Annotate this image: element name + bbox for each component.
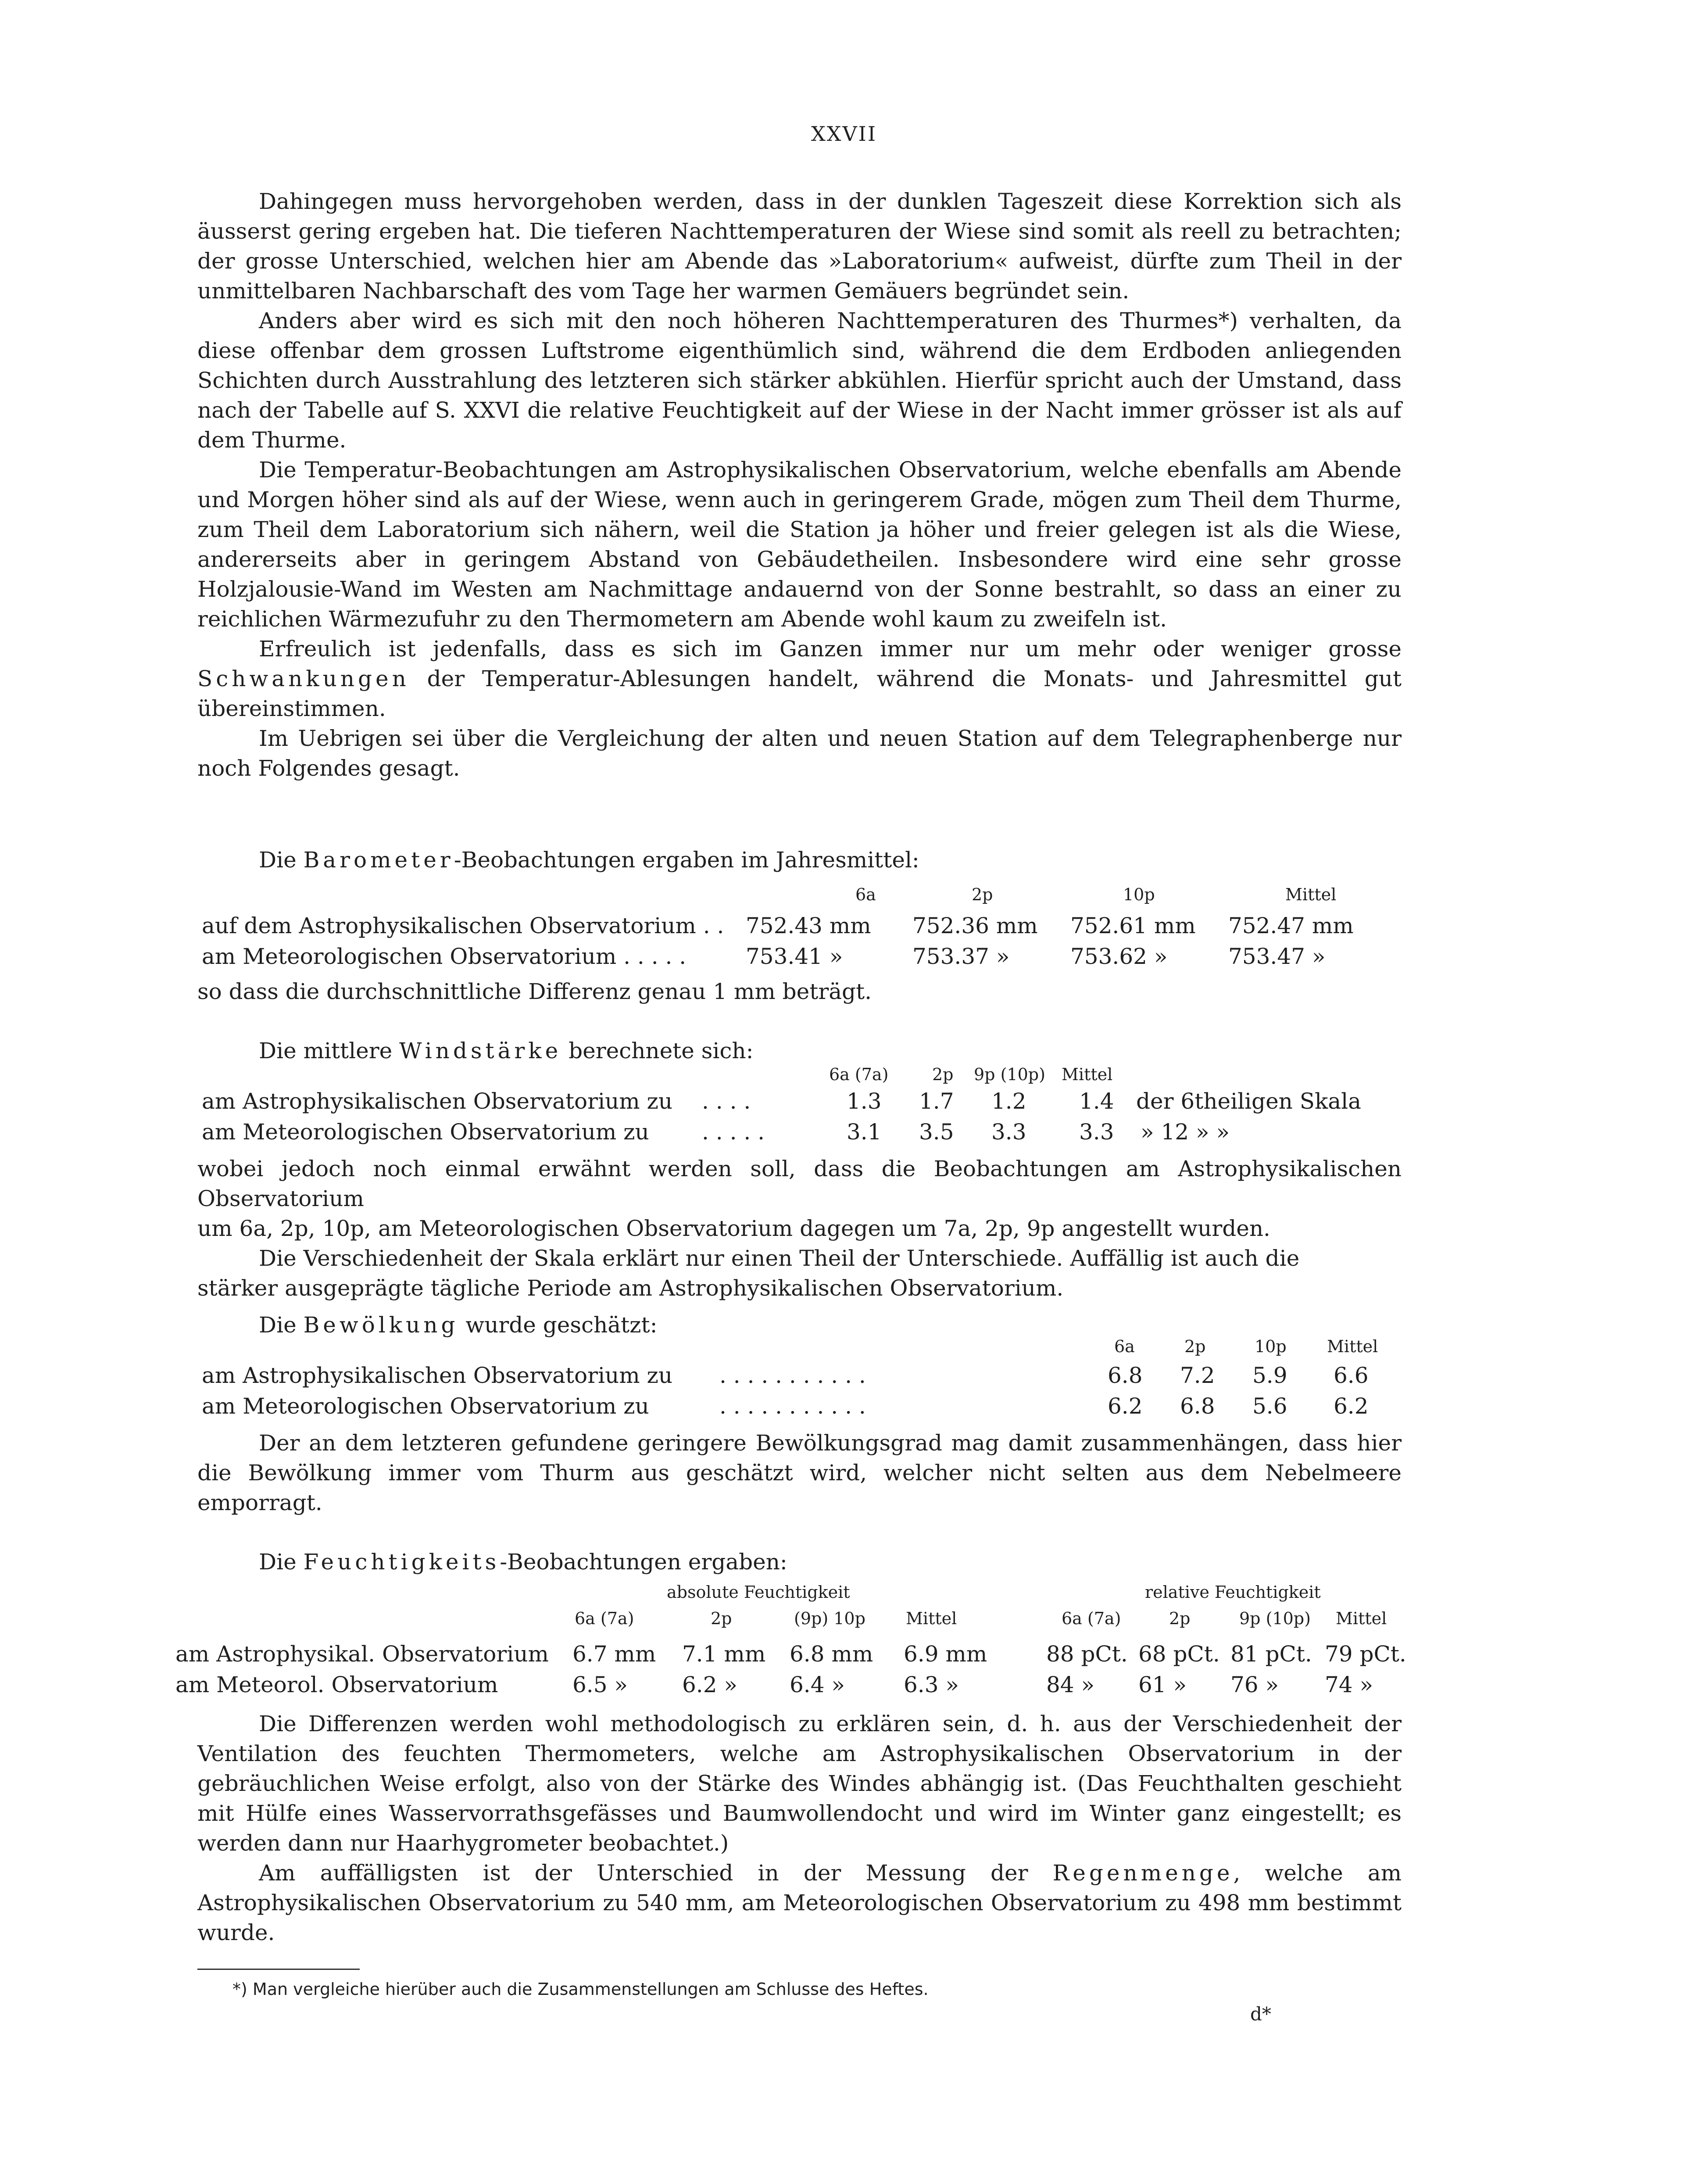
table-cell: 79 pCt.	[1325, 1641, 1406, 1667]
header-cell: 6a	[1114, 1337, 1135, 1356]
table-cell: 6.8	[1108, 1363, 1143, 1388]
paragraph-2: Anders aber wird es sich mit den noch höheren Nachttemperaturen des Thurmes*) verhalten, da diese offenbar dem grossen Luftstrome eigenthümlich sind, während die dem Erdboden anliegenden Schichten durch Ausstrahlung des letzteren sich stärker abkühlen. Hierfür spricht auch der Umstand, dass nach der Tabelle auf S. XXVI die relative Feuchtigkeit auf der Wiese in der Nacht immer grösser ist als auf dem Thurme.	[197, 308, 1402, 453]
header-cell: 6a (7a)	[1062, 1609, 1121, 1628]
header-cell: Mittel	[1327, 1337, 1378, 1356]
table-cell: 6.2 »	[682, 1672, 738, 1697]
paragraph-closing-1: Die Differenzen werden wohl methodologisch zu erklären sein, d. h. aus der Verschiedenheit der Ventilation des feuchten Thermometers, welche am Astrophysikalischen Observatorium in der gebräuchlichen Weise erfolgt, also von der Stärke des Windes abhängig ist. (Das Feuchthalten geschieht mit Hülfe eines Wasservorrathsgefässes und Baumwollendocht und wird im Winter ganz eingestellt; es werden dann nur Haarhygrometer beobachtet.)	[197, 1711, 1402, 1856]
paragraph-4: Erfreulich ist jedenfalls, dass es sich im Ganzen immer nur um mehr oder weniger grosse Schwankungen der Temperatur-Ablesungen handelt, während die Monats- und Jahresmittel gut übereinstimmen.	[197, 636, 1402, 721]
table-cell: 5.6	[1252, 1393, 1287, 1419]
table-cell: 753.37 »	[912, 944, 1010, 969]
signature-mark: d*	[1250, 2003, 1271, 2025]
header-cell: (9p) 10p	[794, 1609, 865, 1628]
table-cell: 752.36 mm	[912, 913, 1038, 938]
table-cell: 6.8 mm	[790, 1641, 873, 1667]
table-cell: 7.1 mm	[682, 1641, 766, 1667]
table-cell: 752.61 mm	[1070, 913, 1196, 938]
table-cell: 3.5	[919, 1119, 954, 1145]
header-cell: 2p	[972, 885, 993, 904]
table-row-label: am Astrophysikal. Observatorium	[175, 1641, 549, 1667]
header-cell: 9p (10p)	[1239, 1609, 1311, 1628]
header-cell: Mittel	[1336, 1609, 1387, 1628]
table-cell: 3.3	[1079, 1119, 1114, 1145]
table-cell: 6.6	[1334, 1363, 1369, 1388]
table-row-label: am Meteorologischen Observatorium zu	[202, 1119, 649, 1145]
cloud-note: Der an dem letzteren gefundene geringere Bewölkungsgrad mag damit zusammenhängen, dass hier die Bewölkung immer vom Thurm aus geschätzt wird, welcher nicht selten aus dem Nebelmeere emporragt.	[197, 1430, 1402, 1515]
table-cell: 6.3 »	[904, 1672, 959, 1697]
table-row-label: am Meteorol. Observatorium	[175, 1672, 498, 1697]
table-cell: 7.2	[1180, 1363, 1215, 1388]
wind-note: wobei jedoch noch einmal erwähnt werden soll, dass die Beobachtungen am Astrophysikalischen Observatorium um 6a, 2p, 10p, am Meteorologischen Observatorium dagegen um 7a, 2p, 9p angestellt wurden. Die Verschiedenheit der Skala erklärt nur einen Theil der Unterschiede. Auffällig ist auch die stärker ausgeprägte tägliche Periode am Astrophysikalischen Observatorium.	[197, 1156, 1402, 1301]
leader-dots: . . . . . . . . . . .	[719, 1363, 866, 1388]
table-cell: 1.7	[919, 1088, 954, 1114]
leader-dots: . . . . . . . . . . .	[719, 1393, 866, 1419]
barometer-note: so dass die durchschnittliche Differenz genau 1 mm beträgt.	[197, 979, 872, 1004]
header-cell: 2p	[1169, 1609, 1191, 1628]
table-cell: 752.47 mm	[1228, 913, 1354, 938]
table-row-label: auf dem Astrophysikalischen Observatorium . .	[202, 913, 724, 938]
table-cell: 753.41 »	[746, 944, 843, 969]
body-text-closing	[197, 1709, 1402, 1948]
header-cell: Mittel	[1285, 885, 1337, 904]
table-cell: 76 »	[1230, 1672, 1279, 1697]
wind-intro: Die mittlere Windstärke berechnete sich:	[259, 1038, 754, 1063]
table-cell-unit: der 6theiligen Skala	[1136, 1088, 1361, 1114]
table-cell: 84 »	[1046, 1672, 1095, 1697]
table-cell: 6.8	[1180, 1393, 1215, 1419]
table-cell: 68 pCt.	[1138, 1641, 1220, 1667]
table-cell: 6.5 »	[572, 1672, 628, 1697]
paragraph-5: Im Uebrigen sei über die Vergleichung der alten und neuen Station auf dem Telegraphenberge nur noch Folgendes gesagt.	[197, 726, 1402, 781]
header-cell: 2p	[932, 1065, 954, 1084]
table-cell-unit: » 12 » »	[1141, 1119, 1230, 1145]
table-cell: 753.62 »	[1070, 944, 1168, 969]
body-text-top	[197, 186, 1402, 783]
header-cell: 10p	[1255, 1337, 1287, 1356]
table-cell: 3.1	[847, 1119, 882, 1145]
footnote-rule	[197, 1969, 360, 1970]
table-cell: 6.9 mm	[904, 1641, 987, 1667]
footnote: *) Man vergleiche hierüber auch die Zusammenstellungen am Schlusse des Heftes.	[232, 1980, 929, 1999]
table-row-label: am Meteorologischen Observatorium . . . . .	[202, 944, 687, 969]
header-cell: Mittel	[906, 1609, 957, 1628]
barometer-intro: Die Barometer-Beobachtungen ergaben im Jahresmittel:	[259, 847, 919, 873]
group-header-relative: relative Feuchtigkeit	[1145, 1583, 1321, 1602]
cloud-intro: Die Bewölkung wurde geschätzt:	[259, 1312, 658, 1338]
table-cell: 81 pCt.	[1230, 1641, 1312, 1667]
paragraph-3: Die Temperatur-Beobachtungen am Astrophysikalischen Observatorium, welche ebenfalls am Abende und Morgen höher sind als auf der Wiese, wenn auch in geringerem Grade, mögen zum Theil dem Thurme, zum Theil dem Laboratorium sich nähern, weil die Station ja höher und freier gelegen ist als die Wiese, andererseits aber in geringem Abstand von Gebäudetheilen. Insbesondere wird eine sehr grosse Holzjalousie-Wand im Westen am Nachmittage andauernd von der Sonne bestrahlt, so dass an einer zu reichlichen Wärmezufuhr zu den Thermometern am Abende wohl kaum zu zweifeln ist.	[197, 457, 1402, 632]
leader-dots: . . . .	[702, 1088, 751, 1114]
table-row-label: am Astrophysikalischen Observatorium zu	[202, 1363, 673, 1388]
header-cell: 10p	[1123, 885, 1155, 904]
header-cell: 6a (7a)	[829, 1065, 889, 1084]
group-header-absolute: absolute Feuchtigkeit	[667, 1583, 850, 1602]
table-cell: 6.2	[1108, 1393, 1143, 1419]
table-cell: 6.7 mm	[572, 1641, 656, 1667]
table-cell: 6.4 »	[790, 1672, 845, 1697]
header-cell: 6a	[855, 885, 876, 904]
humidity-intro: Die Feuchtigkeits-Beobachtungen ergaben:	[259, 1549, 787, 1575]
table-cell: 753.47 »	[1228, 944, 1326, 969]
header-cell: Mittel	[1062, 1065, 1113, 1084]
table-row-label: am Astrophysikalischen Observatorium zu	[202, 1088, 673, 1114]
table-row-label: am Meteorologischen Observatorium zu	[202, 1393, 649, 1419]
paragraph-1: Dahingegen muss hervorgehoben werden, dass in der dunklen Tageszeit diese Korrektion sich als äusserst gering ergeben hat. Die tieferen Nachttemperaturen der Wiese sind somit als reell zu betrachten; der grosse Unterschied, welchen hier am Abende das »Laboratorium« aufweist, dürfte zum Theil in der unmittelbaren Nachbarschaft des vom Tage her warmen Gemäuers begründet sein.	[197, 189, 1402, 304]
leader-dots: . . . . .	[702, 1119, 765, 1145]
table-cell: 74 »	[1325, 1672, 1373, 1697]
table-cell: 1.2	[991, 1088, 1026, 1114]
table-cell: 61 »	[1138, 1672, 1187, 1697]
header-cell: 2p	[1184, 1337, 1206, 1356]
table-cell: 6.2	[1334, 1393, 1369, 1419]
header-cell: 6a (7a)	[575, 1609, 634, 1628]
paragraph-closing-2: Am auffälligsten ist der Unterschied in der Messung der Regenmenge, welche am Astrophysikalischen Observatorium zu 540 mm, am Meteorologischen Observatorium zu 498 mm bestimmt wurde.	[197, 1860, 1402, 1945]
table-cell: 1.4	[1079, 1088, 1114, 1114]
table-cell: 3.3	[991, 1119, 1026, 1145]
table-cell: 5.9	[1252, 1363, 1287, 1388]
header-cell: 9p (10p)	[974, 1065, 1045, 1084]
header-cell: 2p	[711, 1609, 732, 1628]
page-number: XXVII	[811, 122, 877, 146]
table-cell: 1.3	[847, 1088, 882, 1114]
spaced-word: Schwankungen	[197, 666, 410, 691]
table-cell: 88 pCt.	[1046, 1641, 1128, 1667]
table-cell: 752.43 mm	[746, 913, 871, 938]
